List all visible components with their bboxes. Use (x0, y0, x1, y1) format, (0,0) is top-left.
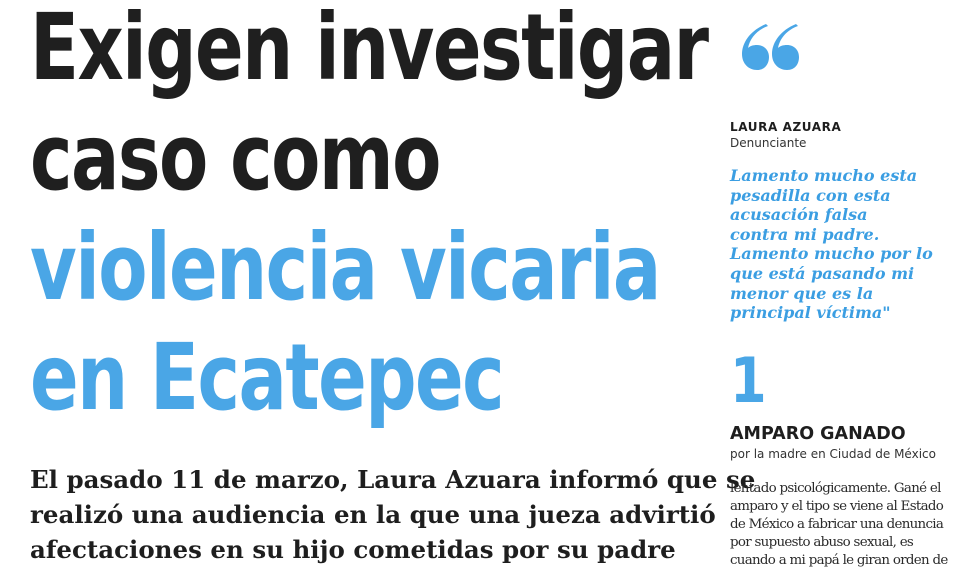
stat-label: AMPARO GANADO (730, 424, 906, 444)
quote-line: principal víctima" (730, 303, 891, 323)
quote-line: Lamento mucho esta (730, 166, 918, 185)
quote-author-role: Denunciante (730, 136, 807, 150)
body-line: por supuesto abuso sexual, es (730, 535, 914, 550)
headline-line-3: violencia vicaria (30, 214, 660, 321)
body-line: cuando a mi papá le giran orden de (730, 553, 948, 568)
quote-author-name: LAURA AZUARA (730, 120, 842, 134)
body-text-column (730, 480, 948, 570)
quote-marks-icon (733, 14, 803, 72)
stat-sublabel: por la madre en Ciudad de México (730, 447, 936, 461)
deck-line: El pasado 11 de marzo, Laura Azuara informó que se (30, 465, 756, 494)
quote-line: que está pasando mi (730, 263, 915, 283)
article-deck (30, 462, 756, 567)
quote-line: Lamento mucho por lo (730, 244, 933, 264)
body-line: amparo y el tipo se viene al Estado (730, 499, 944, 514)
headline-line-2: caso como (30, 104, 440, 211)
deck-line: realizó una audiencia en la que una jueza advirtió (30, 500, 716, 529)
deck-line: afectaciones en su hijo cometidas por su padre (30, 535, 676, 564)
quote-line: menor que es la (730, 283, 874, 303)
body-line: lentado psicológicamente. Gané el (730, 481, 941, 496)
body-line: de México a fabricar una denuncia (730, 517, 944, 532)
quote-line: acusación falsa (730, 205, 868, 225)
quote-line: pesadilla con esta (730, 185, 891, 205)
pull-quote (730, 166, 933, 323)
stat-number: 1 (730, 344, 767, 417)
headline-line-1: Exigen investigar (30, 0, 708, 101)
quote-line: contra mi padre. (730, 224, 880, 244)
headline-line-4: en Ecatepec (30, 324, 504, 431)
